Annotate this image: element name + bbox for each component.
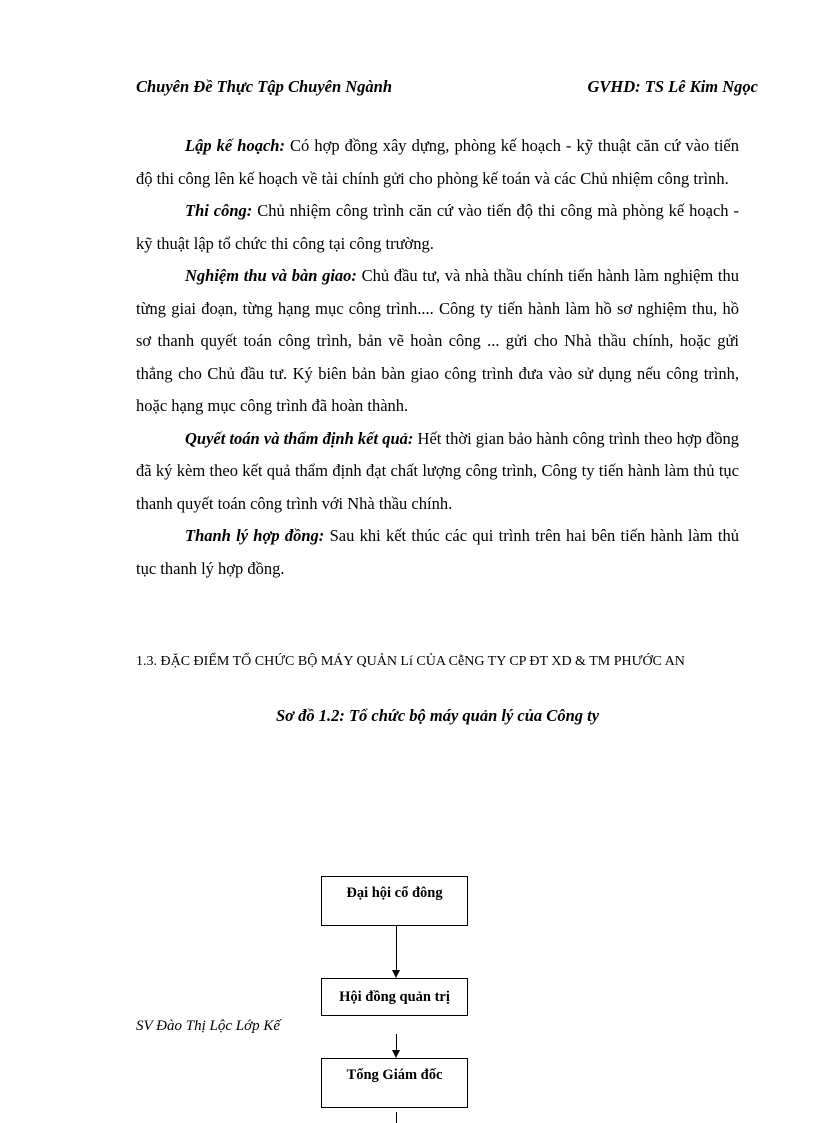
term-liquidation: Thanh lý hợp đồng: <box>185 526 325 545</box>
org-box-shareholders: Đại hội cổ đông <box>321 876 468 926</box>
header-course-title: Chuyên Đề Thực Tập Chuyên Ngành <box>136 77 393 96</box>
term-planning: Lập kế hoạch: <box>185 136 285 155</box>
text-acceptance: Chủ đầu tư, và nhà thầu chính tiến hành làm nghiệm thu từng giai đoạn, từng hạng mục công trình.... Công ty tiến hành làm hồ sơ nghiệm thu, hồ sơ thanh quyết toán công trình, bản vẽ hoàn công ... gửi cho Nhà thầu chính, hoặc gửi thẳng cho Chủ đầu tư. Ký biên bản bàn giao công trình đưa vào sử dụng nếu công trình, hoặc hạng mục công trình đã hoàn thành. <box>136 266 739 415</box>
paragraph-construction <box>136 195 739 260</box>
text-construction: Chủ nhiệm công trình căn cứ vào tiến độ thi công mà phòng kế hoạch - kỹ thuật lập tổ chức thi công tại công trường. <box>136 201 739 253</box>
body-text <box>136 130 739 585</box>
term-acceptance: Nghiệm thu và bàn giao: <box>185 266 357 285</box>
text-planning: Có hợp đồng xây dựng, phòng kế hoạch - kỹ thuật căn cứ vào tiến độ thi công lên kế hoạch về tài chính gửi cho phòng kế toán và các Chủ nhiệm công trình. <box>136 136 740 188</box>
paragraph-acceptance <box>136 260 739 423</box>
paragraph-liquidation <box>136 520 739 585</box>
header-advisor: GVHD: TS Lê Kim Ngọc <box>587 77 758 96</box>
paragraph-settlement <box>136 423 739 521</box>
text-liquidation: Sau khi kết thúc các qui trình trên hai bên tiến hành làm thủ tục thanh lý hợp đồng. <box>136 526 739 578</box>
connector-line-1 <box>396 926 397 970</box>
paragraph-planning <box>136 130 739 195</box>
term-settlement: Quyết toán và thẩm định kết quả: <box>185 428 414 448</box>
connector-line-2 <box>396 1034 397 1050</box>
page-header <box>136 76 758 98</box>
arrow-down-icon <box>392 1050 400 1058</box>
diagram-caption: Sơ đồ 1.2: Tổ chức bộ máy quản lý của Công ty <box>275 706 600 725</box>
org-box-board: Hội đồng quản trị <box>321 978 468 1016</box>
org-box-general-director: Tổng Giám đốc <box>321 1058 468 1108</box>
section-heading: 1.3. ĐẶC ĐIỂM TỔ CHỨC BỘ MÁY QUẢN Lí CỦA CễNG TY CP ĐT XD & TM PHƯỚC AN <box>136 654 685 669</box>
text-settlement: Hết thời gian bảo hành công trình theo hợp đồng đã ký kèm theo kết quả thẩm định đạt chất lượng công trình, Công ty tiến hành làm thủ tục thanh quyết toán công trình với Nhà thầu chính. <box>136 428 739 513</box>
term-construction: Thi công: <box>185 201 253 220</box>
arrow-down-icon <box>392 970 400 978</box>
page-footer: SV Đào Thị Lộc Lớp Kế <box>136 1018 280 1034</box>
connector-line-3 <box>396 1112 397 1123</box>
